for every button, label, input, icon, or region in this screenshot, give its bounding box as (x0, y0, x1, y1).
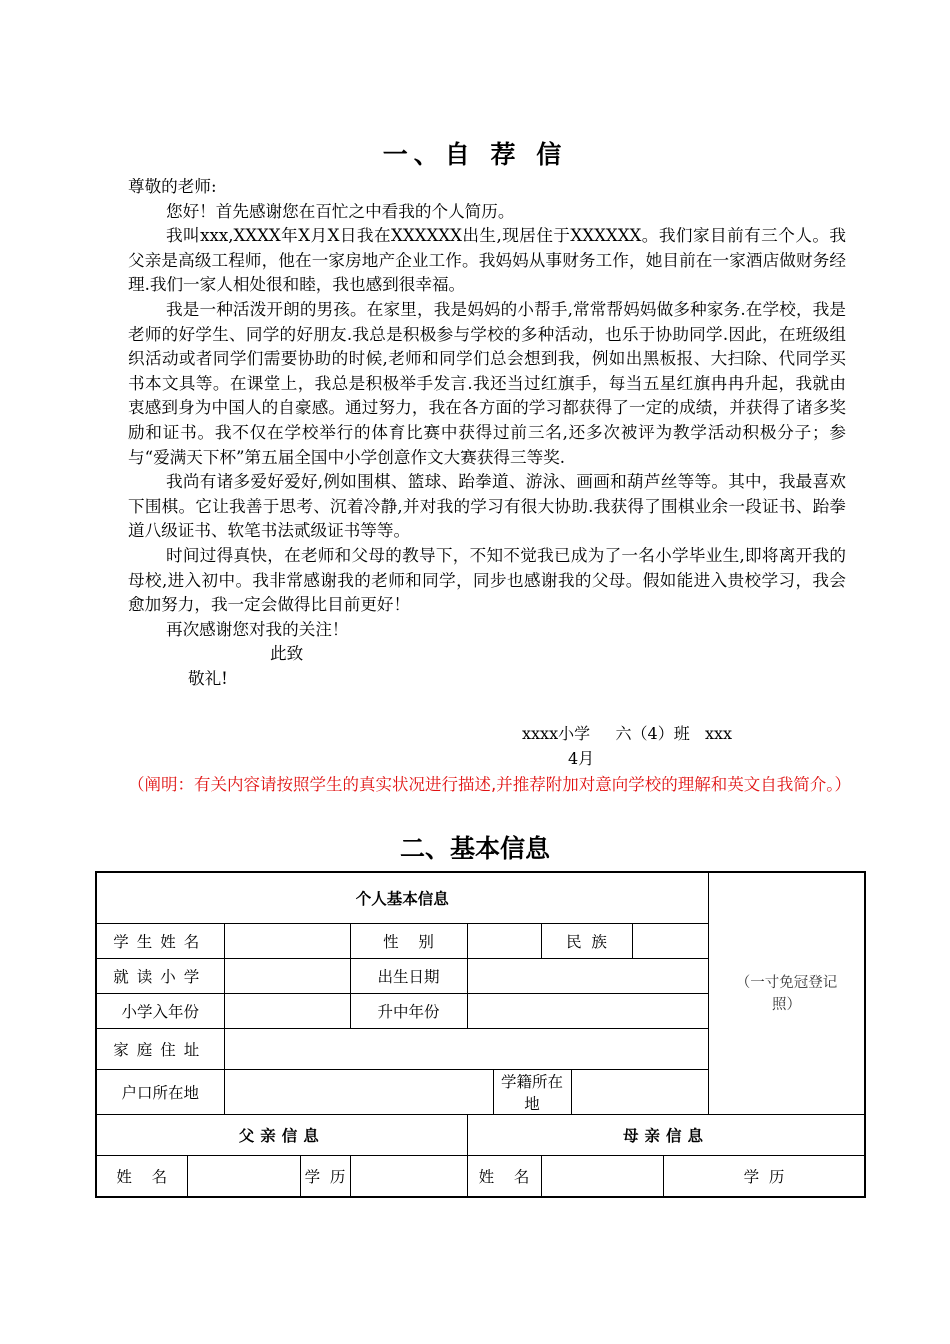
label-hukou: 户口所在地 (96, 1070, 224, 1115)
field-father-education[interactable] (350, 1156, 467, 1198)
field-birth-date[interactable] (467, 959, 708, 994)
letter-paragraph: 时间过得真快，在老师和父母的教导下，不知不觉我已成为了一名小学毕业生,即将离开我的母校,进入初中。我非常感谢我的老师和同学，同步也感谢我的父母。假如能进入贵校学习，我会愈加努力，我一定会做得比目前更好！ (128, 545, 846, 615)
field-mother-name[interactable] (541, 1156, 663, 1198)
label-student-name: 学生姓名 (96, 924, 224, 959)
photo-label: （一寸免冠登记照） (735, 974, 838, 1013)
label-address: 家庭住址 (96, 1029, 224, 1070)
letter-date: 4月 (568, 749, 595, 768)
field-gender[interactable] (467, 924, 541, 959)
label-ethnicity: 民 族 (541, 924, 632, 959)
letter-paragraph: 我尚有诸多爱好爱好,例如围棋、篮球、跆拳道、游泳、画画和葫芦丝等等。其中，我最喜欢下围棋。它让我善于思考、沉着冷静,并对我的学习有很大协助.我获得了围棋业余一段证书、跆拳道八级证书、软笔书法贰级证书等等。 (128, 472, 846, 541)
letter-salutation: 尊敬的老师: (128, 177, 217, 196)
label-gender: 性 别 (350, 924, 467, 959)
cover-letter (128, 175, 846, 691)
mother-info-header: 母亲信息 (467, 1115, 865, 1156)
label-birth-date: 出生日期 (350, 959, 467, 994)
label-school-reg: 学籍所在地 (493, 1070, 571, 1115)
label-mother-name: 姓 名 (467, 1156, 541, 1198)
label-entry-year: 小学入年份 (96, 994, 224, 1029)
letter-signature: xxxx小学 六（4）班 xxx (522, 724, 733, 743)
section1-title: 一、自 荐 信 (382, 140, 568, 169)
field-school-reg[interactable] (571, 1070, 708, 1115)
letter-closing-1: 此致 (270, 644, 304, 664)
letter-paragraph: 我是一种活泼开朗的男孩。在家里，我是妈妈的小帮手,常常帮妈妈做多种家务.在学校，我是老师的好学生、同学的好朋友.我总是积极参与学校的多种活动，也乐于协助同学.因此，在班级组织活动或者同学们需要协助的时候,老师和同学们总会想到我，例如出黑板报、大扫除、代同学买书本文具等。在课堂上，我总是积极举手发言.我还当过红旗手，每当五星红旗冉冉升起，我就由衷感到身为中国人的自豪感。通过努力，我在各方面的学习都获得了一定的成绩，并获得了诸多奖励和证书。我不仅在学校举行的体育比赛中获得过前三名,还多次被评为教学活动积极分子；参与“爱满天下杯”第五届全国中小学创意作文大赛获得三等奖. (128, 299, 846, 467)
basic-info-table (95, 871, 866, 1198)
section2-title: 二、基本信息 (399, 834, 550, 863)
instruction-note: （阐明：有关内容请按照学生的真实状况进行描述,并推荐附加对意向学校的理解和英文自我简介。） (128, 775, 851, 794)
father-info-header: 父亲信息 (96, 1115, 467, 1156)
field-ethnicity[interactable] (632, 924, 708, 959)
label-school: 就读小学 (96, 959, 224, 994)
label-mother-education: 学 历 (663, 1156, 865, 1198)
letter-paragraph: 您好！首先感谢您在百忙之中看我的个人简历。 (166, 201, 515, 221)
field-hukou[interactable] (224, 1070, 493, 1115)
letter-paragraph: 我叫xxx,XXXX年X月X日我在XXXXXX出生,现居住于XXXXXX。我们家目前有三个人。我父亲是高级工程师，他在一家房地产企业工作。我妈妈从事财务工作，她目前在一家酒店做财务经理.我们一家人相处很和睦，我也感到很幸福。 (128, 226, 846, 295)
field-address[interactable] (224, 1029, 708, 1070)
field-father-name[interactable] (187, 1156, 300, 1198)
letter-paragraph: 再次感谢您对我的关注！ (166, 619, 349, 639)
letter-closing-2: 敬礼! (188, 668, 228, 688)
label-upgrade-year: 升中年份 (350, 994, 467, 1029)
label-father-education: 学 历 (300, 1156, 350, 1198)
field-student-name[interactable] (224, 924, 350, 959)
field-school[interactable] (224, 959, 350, 994)
table-header: 个人基本信息 (96, 872, 708, 924)
label-father-name: 姓 名 (96, 1156, 187, 1198)
field-upgrade-year[interactable] (467, 994, 708, 1029)
field-entry-year[interactable] (224, 994, 350, 1029)
photo-placeholder (708, 872, 865, 1115)
